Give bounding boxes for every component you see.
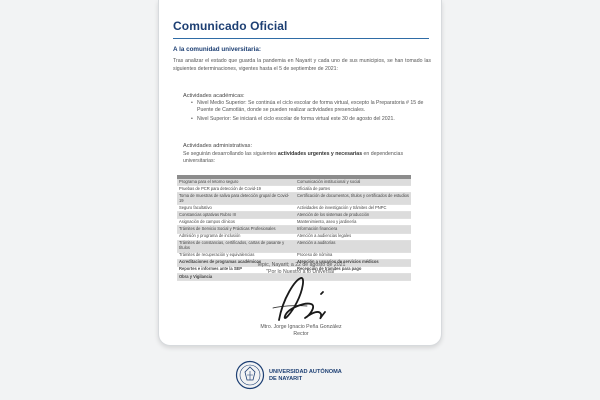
salutation: A la comunidad universitaria: <box>173 46 261 53</box>
table-cell: Proceso de nómina <box>295 252 411 259</box>
table-row <box>177 219 411 226</box>
bullet-icon: • <box>191 115 193 122</box>
table-cell: Admisión y programa de inclusión <box>177 233 295 240</box>
table-cell: Acreditaciones de programas académicos <box>177 259 295 266</box>
table-cell: Recepción de trámites para pago <box>295 266 411 273</box>
table-cell: Mantenimiento, aseo y jardinería <box>295 219 411 226</box>
table-row <box>177 252 411 259</box>
table-row <box>177 193 411 205</box>
list-item: • Nivel Superior: Se iniciará el ciclo escolar de forma virtual este 30 de agosto del 2021. <box>191 115 395 122</box>
table-cell: Comunicación institucional y social <box>295 179 411 186</box>
table-cell: Trámites de Servicio Social y Prácticas Profesionales <box>177 226 295 233</box>
document-title: Comunicado Oficial <box>173 19 288 33</box>
table-cell: Trámites de recuperación y equivalencias <box>177 252 295 259</box>
academic-list <box>191 100 431 124</box>
place-date: Tepic, Nayarit; a 22 de agosto de 2021 <box>256 262 346 268</box>
academic-heading: Actividades académicas: <box>183 93 245 99</box>
table-cell: Asignación de campos clínicos <box>177 219 295 226</box>
table-row <box>177 240 411 252</box>
table-row <box>177 205 411 212</box>
table-cell: Pruebas de PCR para detección de Covid-19 <box>177 186 295 193</box>
intro-paragraph: Tras analizar el estado que guarda la pandemia en Nayarit y cada uno de sus municipios, se han tomado las siguientes determinaciones, vigentes hasta el 5 de septiembre de 2021: <box>173 58 431 72</box>
table-cell: Trámites de constancias, certificados, cartas de pasante y títulos <box>177 240 295 252</box>
university-logo <box>235 360 365 392</box>
table-cell: Toma de muestras de saliva para detección grupal de Covid-19 <box>177 193 295 205</box>
table-row <box>177 226 411 233</box>
title-divider <box>173 38 429 39</box>
university-seal-icon <box>235 360 265 390</box>
table-row <box>177 212 411 219</box>
administrative-heading: Actividades administrativas: <box>183 143 253 149</box>
signature-image <box>261 268 341 332</box>
table-cell: Atención a usuarios de servicios médicos <box>295 259 411 266</box>
table-cell: Reportes e informes ante la SEP <box>177 266 295 273</box>
signer-name: Mtro. Jorge Ignacio Peña González <box>260 324 342 330</box>
signer-role: Rector <box>293 331 309 337</box>
table-row <box>177 186 411 193</box>
table-cell: Atención de los sistemas de producción <box>295 212 411 219</box>
list-item: • Nivel Medio Superior: Se continúa el ciclo escolar de forma virtual, excepto la Preparatoria # 15 de Puente de Camotlán, donde se pueden realizar actividades presenciales. <box>191 100 424 114</box>
table-cell: Obra y Vigilancia <box>177 273 295 280</box>
table-cell: Oficialía de partes <box>295 186 411 193</box>
university-name: UNIVERSIDAD AUTÓNOMA DE NAYARIT <box>269 369 342 382</box>
table-cell: Actividades de investigación y trámites del PNPC <box>295 205 411 212</box>
table-row <box>177 233 411 240</box>
communique-page <box>158 0 442 346</box>
table-cell: Certificación de documentos, títulos y certificados de estudios <box>295 193 411 205</box>
bullet-icon: • <box>191 100 193 106</box>
table-cell: Información financiera <box>295 226 411 233</box>
table-cell: Seguro facultativo <box>177 205 295 212</box>
table-row <box>177 179 411 186</box>
table-cell: Constancias optativas Rubro III <box>177 212 295 219</box>
table-cell: Atención a audiencias legales <box>295 233 411 240</box>
administrative-text: Se seguirán desarrollando las siguientes actividades urgentes y necesarias en dependencias universitarias: <box>183 151 404 165</box>
table-cell: Atención a auditorías <box>295 240 411 252</box>
table-cell: Programa para el retorno seguro <box>177 179 295 186</box>
motto: "Por lo Nuestro a lo Universal" <box>266 269 336 275</box>
